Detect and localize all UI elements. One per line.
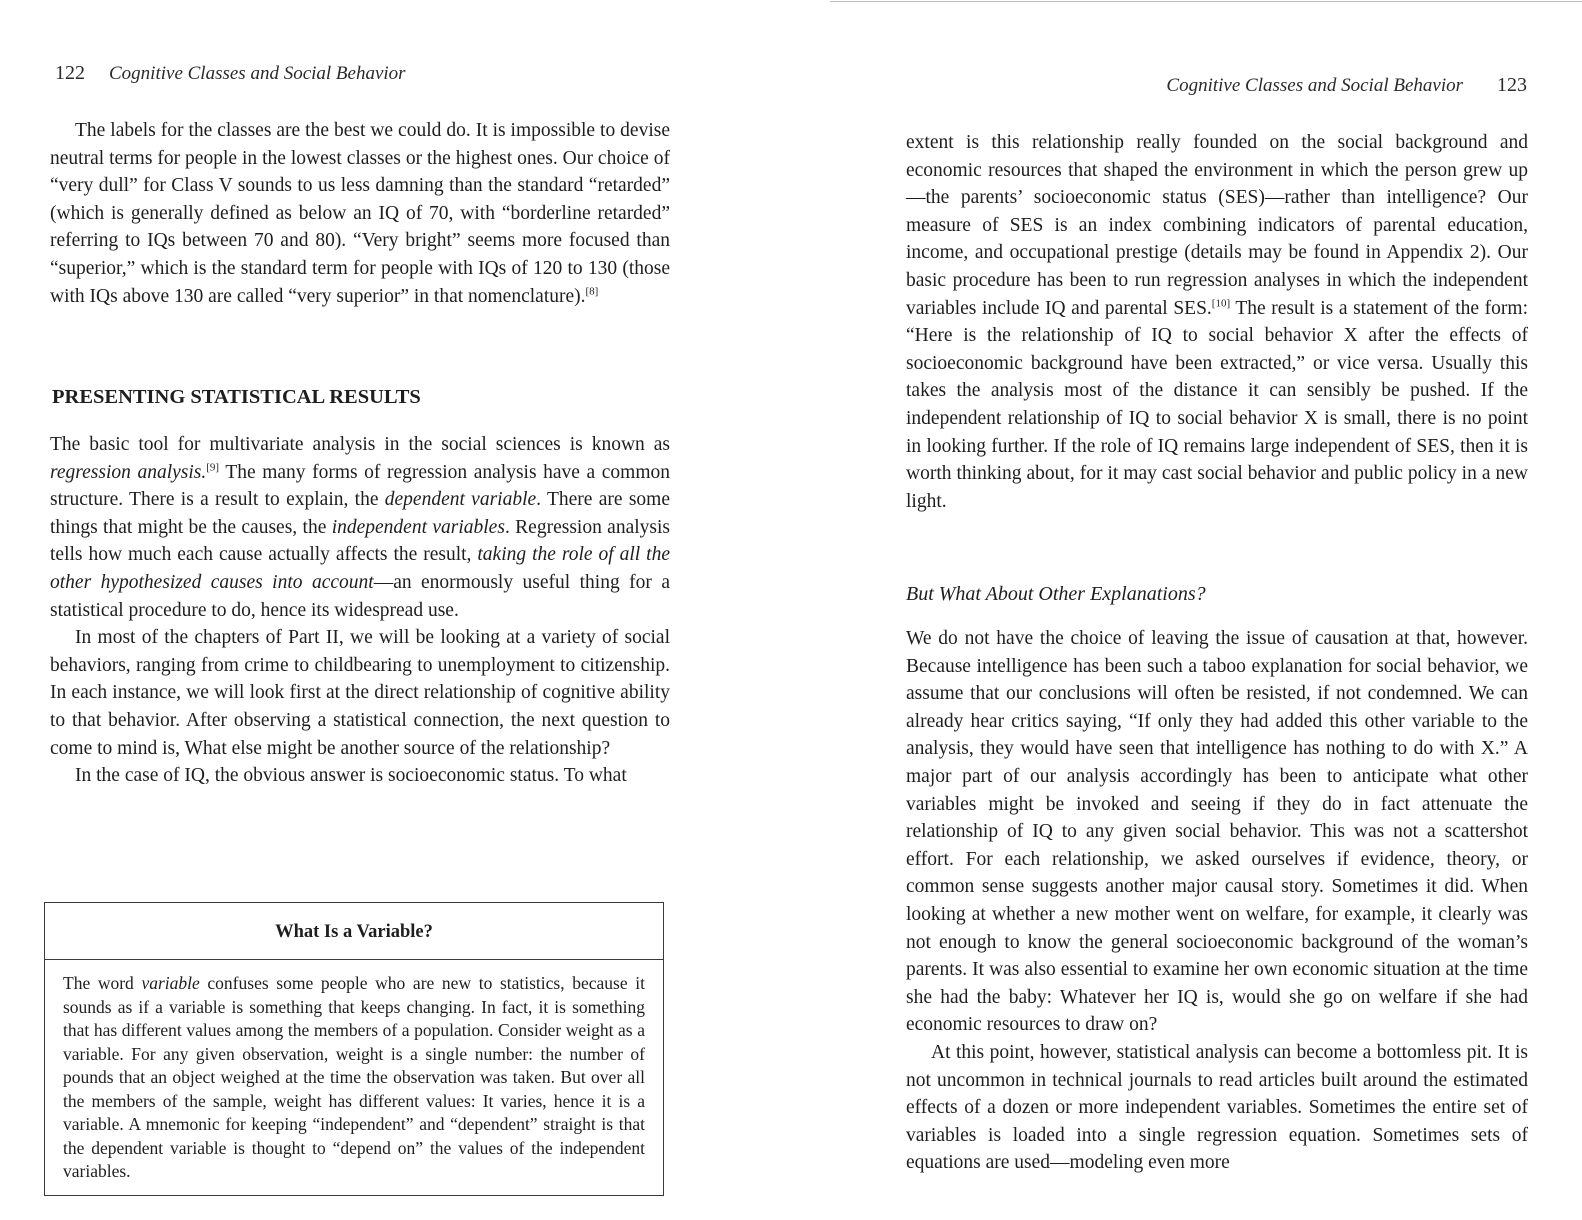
sidebar-paragraph: The word variable confuses some people who are new to statistics, because it sounds as if a variable is something that keeps changing. In fact, it is something that has different values among the members of a population. Consider weight as a variable. For any given observation, weight is a single number: the number of pounds that an object weighed at the time the observation was taken. But over all the members of the sample, weight has different values: It varies, hence it is a variable. A mnemonic for keeping “independent” and “dependent” straight is that the dependent variable is thought to “depend on” the values of the independent variables. [63, 973, 645, 1181]
footnote-ref: [9] [206, 461, 220, 474]
right-running-header [1166, 74, 1527, 97]
continuation-block [906, 129, 1528, 515]
subheading: But What About Other Explanations? [906, 583, 1206, 605]
footnote-ref: [10] [1211, 297, 1231, 310]
regression-paragraph: The basic tool for multivariate analysis in the social sciences is known as regression analysis.[9] The many forms of regression analysis have a common structure. There is a result to explain, the dependent variable. There are some things that might be the causes, the independent variables. Regression analysis tells how much each cause actually affects the result, taking the role of all the other hypothesized causes into account—an enormously useful thing for a statistical procedure to do, hence its widespread use. [50, 434, 670, 621]
section-heading: PRESENTING STATISTICAL RESULTS [52, 386, 421, 408]
right-running-title: Cognitive Classes and Social Behavior [1166, 75, 1463, 96]
intro-paragraph: The labels for the classes are the best we could do. It is impossible to devise neutral terms for people in the lowest classes or the highest ones. Our choice of “very dull” for Class V sounds to us less damning than the standard “retarded” (which is generally defined as below an IQ of 70, with “borderline retarded” referring to IQs between 70 and 80). “Very bright” seems more focused than “superior,” which is the standard term for people with IQs of 120 to 130 (those with IQs above 130 are called “very superior” in that nomenclature).[8] [50, 120, 670, 307]
chapters-paragraph: In most of the chapters of Part II, we will be looking at a variety of social behaviors, ranging from crime to childbearing to unemployment to citizenship. In each instance, we will look first at the direct relationship of cognitive ability to that behavior. After observing a statistical connection, the next question to come to mind is, What else might be another source of the relationship? [50, 627, 670, 759]
sidebar-title: What Is a Variable? [45, 903, 663, 960]
intro-paragraph-block [50, 117, 670, 310]
sidebar-box [44, 902, 664, 1196]
left-page [0, 0, 780, 1220]
bottomless-paragraph: At this point, however, statistical analysis can become a bottomless pit. It is not uncommon in technical journals to read articles built around the estimated effects of a dozen or more independent variables. Sometimes the entire set of variables is loaded into a single regression equation. Sometimes sets of equations are used—modeling even more [906, 1041, 1528, 1174]
iq-paragraph-start: In the case of IQ, the obvious answer is socioeconomic status. To what [75, 765, 627, 787]
left-running-title: Cognitive Classes and Social Behavior [109, 63, 406, 84]
left-running-header [55, 62, 406, 85]
left-page-number: 122 [55, 62, 85, 84]
sidebar-body [45, 960, 663, 1184]
continuation-paragraph: extent is this relationship really founded on the social background and economic resources that shaped the environment in which the person grew up—the parents’ socioeconomic status (SES)—rather than intelligence? Our measure of SES is an index combining indicators of parental education, income, and occupational prestige (details may be found in Appendix 2). Our basic procedure has been to run regression analyses in which the independent variables include IQ and parental SES.[10] The result is a statement of the form: “Here is the relationship of IQ to social behavior X after the effects of socioeconomic background have been extracted,” or vice versa. Usually this takes the analysis most of the distance it can sensibly be pushed. If the independent relationship of IQ to social behavior X is small, there is no point in looking further. If the role of IQ remains large independent of SES, then it is worth thinking about, for it may cast social behavior and public policy in a new light. [906, 132, 1529, 512]
footnote-ref: [8] [585, 285, 599, 298]
causation-block [906, 625, 1528, 1177]
right-page [792, 0, 1582, 1220]
right-page-number: 123 [1497, 74, 1527, 96]
causation-paragraph: We do not have the choice of leaving the issue of causation at that, however. Because intelligence has been such a taboo explanation for social behavior, we assume that our conclusions will often be resisted, if not condemned. We can already hear critics saying, “If only they had added this other variable to the analysis, they would have seen that intelligence has nothing to do with X.” A major part of our analysis accordingly has been to anticipate what other variables might be invoked and seeing if they do in fact attenuate the relationship of IQ to any given social behavior. This was not a scattershot effort. For each relationship, we asked ourselves if evidence, theory, or common sense suggests another major causal story. Sometimes it did. When looking at whether a new mother went on welfare, for example, it clearly was not enough to know the general socioeconomic background of the woman’s parents. It was also essential to examine her own economic situation at the time she had the baby: Whatever her IQ is, would she go on welfare if she had economic resources to draw on? [906, 628, 1528, 1036]
regression-block [50, 431, 670, 790]
